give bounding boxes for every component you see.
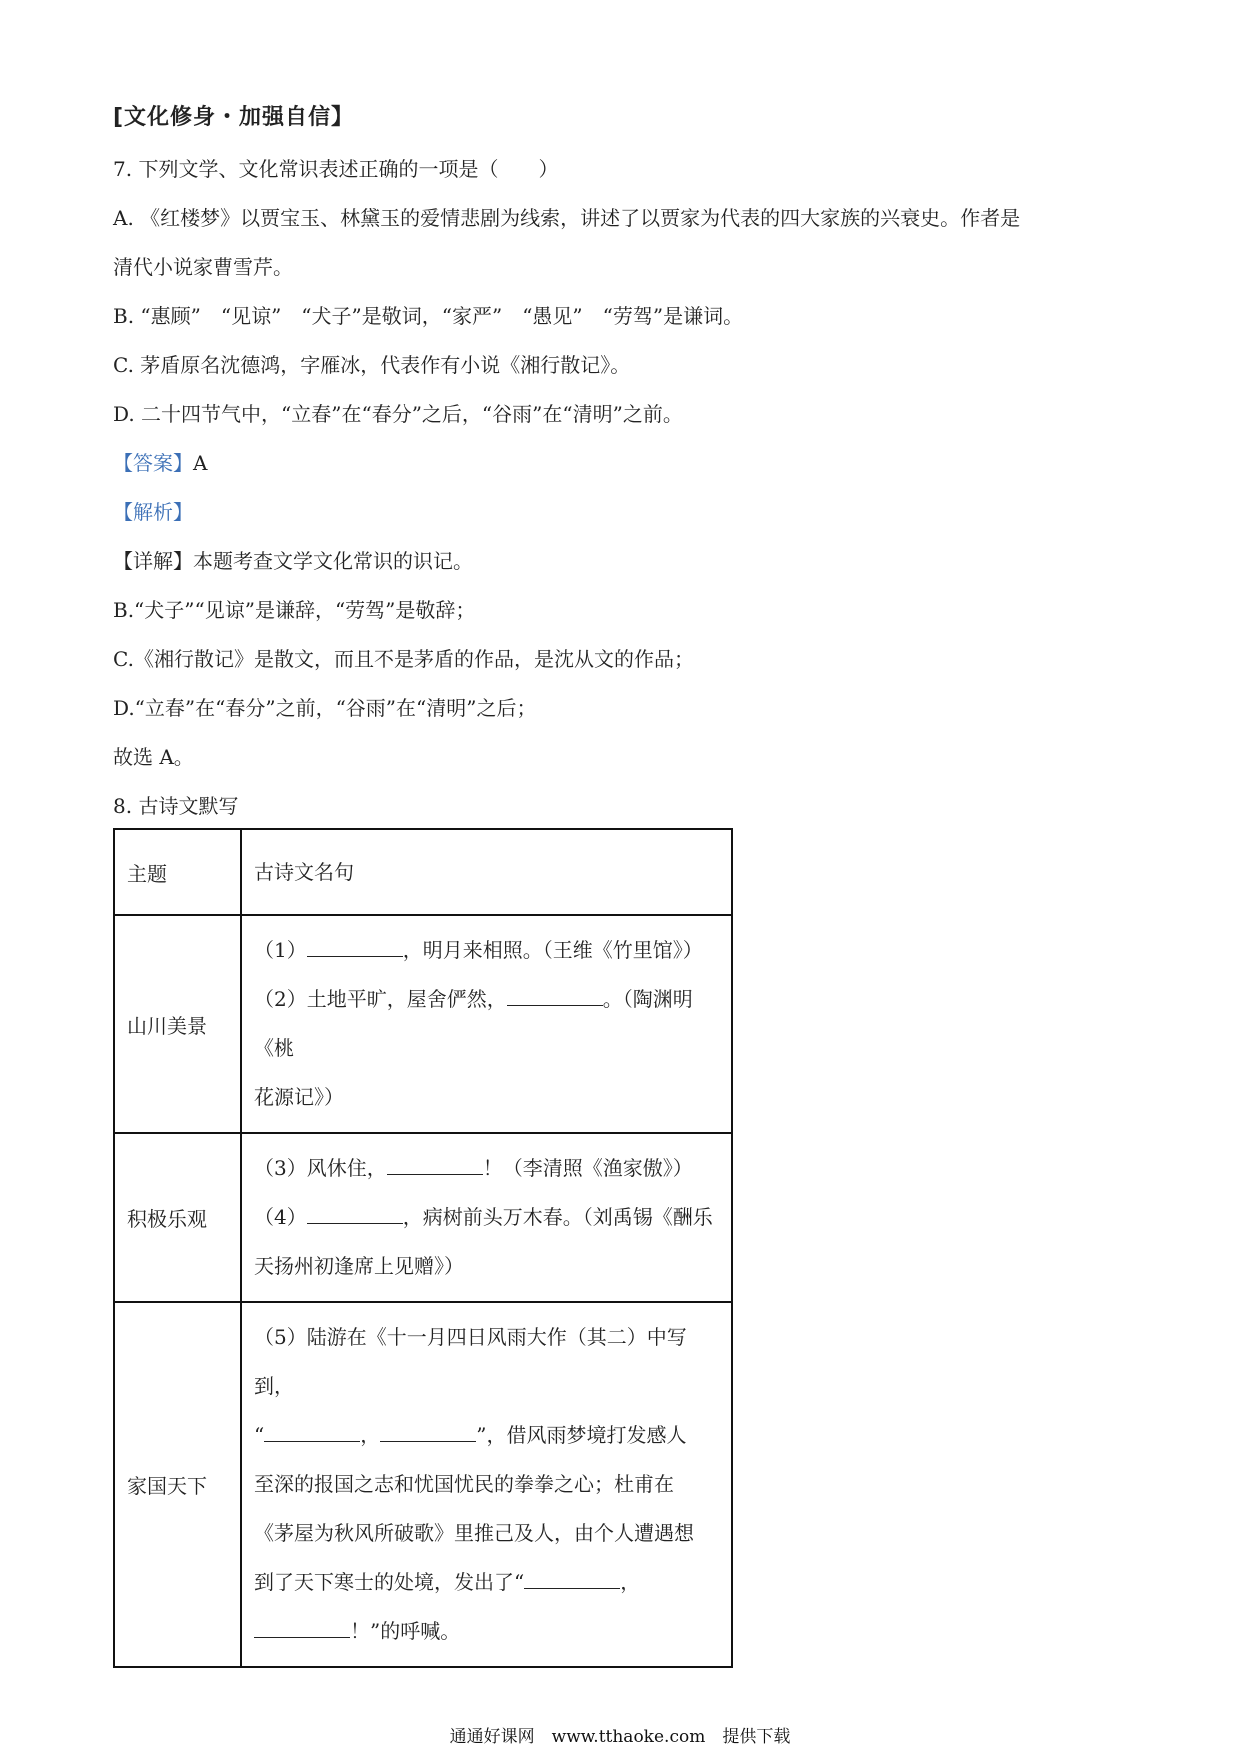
item-text: ！（李清照《渔家傲》） — [482, 1156, 693, 1180]
answer-line — [113, 449, 207, 477]
item-text: 花源记》） — [254, 1085, 344, 1109]
option-a-line2: 清代小说家曹雪芹。 — [113, 255, 293, 279]
item-text: ，病树前头万木春。（刘禹锡《酬乐 — [402, 1205, 713, 1229]
choose-text: 故选 A。 — [113, 745, 194, 769]
row-content — [241, 1133, 732, 1302]
row-content — [241, 915, 732, 1133]
item-text: 。（陶渊明《桃 — [254, 987, 693, 1060]
fill-blank[interactable] — [307, 936, 403, 957]
item-text: ， — [360, 1423, 381, 1447]
fill-blank[interactable] — [307, 1203, 403, 1224]
fill-blank[interactable] — [507, 985, 603, 1006]
analysis-label: 【解析】 — [113, 500, 193, 524]
option-c: C. 茅盾原名沈德鸿，字雁冰，代表作有小说《湘行散记》。 — [113, 353, 631, 377]
item-text: （3）风休住， — [254, 1156, 387, 1180]
fill-blank[interactable] — [254, 1617, 350, 1638]
item-text: ！”的呼喊。 — [350, 1619, 461, 1643]
item-text: ， — [620, 1570, 641, 1594]
row-topic: 山川美景 — [114, 915, 241, 1133]
explain-b: B.“犬子”“见谅”是谦辞，“劳驾”是敬辞； — [113, 598, 476, 622]
item-text: ，明月来相照。（王维《竹里馆》） — [402, 938, 703, 962]
item-text: （1） — [254, 938, 307, 962]
answer-label: 【答案】 — [113, 451, 193, 475]
item-text: 至深的报国之志和忧国忧民的拳拳之心；杜甫在 — [254, 1472, 674, 1496]
table-row — [114, 1133, 732, 1302]
item-text: 《茅屋为秋风所破歌》里推己及人，由个人遭遇想 — [254, 1521, 694, 1545]
question-7-stem: 7. 下列文学、文化常识表述正确的一项是（ ） — [113, 157, 559, 181]
item-text: （5）陆游在《十一月四日风雨大作（其二）中写到， — [254, 1325, 687, 1398]
table-row — [114, 915, 732, 1133]
poem-table — [113, 828, 733, 1668]
option-a-line1: A. 《红楼梦》以贾宝玉、林黛玉的爱情悲剧为线索，讲述了以贾家为代表的四大家族的兴衰史。作者是 — [113, 206, 1021, 230]
fill-blank[interactable] — [387, 1154, 483, 1175]
item-text: 到了天下寒士的处境，发出了“ — [254, 1570, 525, 1594]
item-text: 天扬州初逢席上见赠》） — [254, 1254, 464, 1278]
item-text: “ — [254, 1423, 265, 1447]
header-content: 古诗文名句 — [241, 829, 732, 915]
option-d: D. 二十四节气中，“立春”在“春分”之后，“谷雨”在“清明”之前。 — [113, 402, 683, 426]
table-row — [114, 1302, 732, 1667]
row-topic: 家国天下 — [114, 1302, 241, 1667]
detail-text: 【详解】本题考查文学文化常识的识记。 — [113, 549, 473, 573]
explain-d: D.“立春”在“春分”之前，“谷雨”在“清明”之后； — [113, 696, 537, 720]
row-topic: 积极乐观 — [114, 1133, 241, 1302]
answer-value: A — [193, 451, 208, 475]
footer-source: 通通好课网 www.tthaoke.com 提供下载 — [449, 1727, 791, 1747]
fill-blank[interactable] — [524, 1568, 620, 1589]
item-text: （4） — [254, 1205, 307, 1229]
row-content — [241, 1302, 732, 1667]
option-b: B. “惠顾” “见谅” “犬子”是敬词，“家严” “愚见” “劳驾”是谦词。 — [113, 304, 744, 328]
fill-blank[interactable] — [380, 1421, 476, 1442]
explain-c: C.《湘行散记》是散文，而且不是茅盾的作品，是沈从文的作品； — [113, 647, 694, 671]
item-text: （2）土地平旷，屋舍俨然， — [254, 987, 507, 1011]
question-8-stem: 8. 古诗文默写 — [113, 794, 239, 818]
header-topic: 主题 — [114, 829, 241, 915]
fill-blank[interactable] — [264, 1421, 360, 1442]
table-header-row — [114, 829, 732, 915]
item-text: ”，借风雨梦境打发感人 — [476, 1423, 687, 1447]
section-title: [文化修身・加强自信】 — [113, 105, 355, 130]
